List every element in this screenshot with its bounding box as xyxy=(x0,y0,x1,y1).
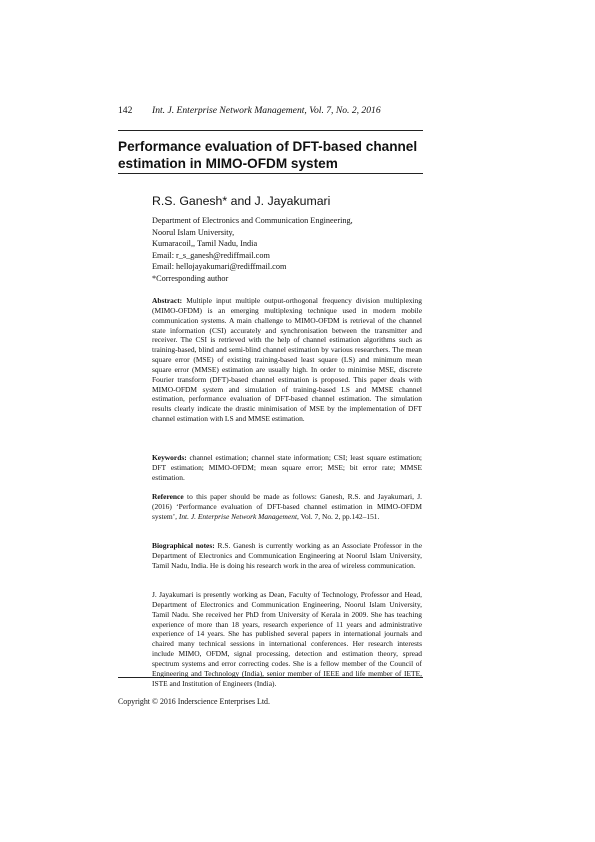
reference-journal: Int. J. Enterprise Network Management xyxy=(178,511,298,521)
reference-note xyxy=(152,492,422,522)
bio-ganesh: R.S. Ganesh is currently working as an Associate Professor in the Department of Electronics and Communication Engineering at Noorul Islam University, Tamil Nadu, India. He is doing his research work in the area of wireless communication. xyxy=(152,541,423,570)
bio-jayakumari: J. Jayakumari is presently working as Dean, Faculty of Technology, Professor and Head, Department of Electronics and Communication Engineering, Noorul Islam University, Tamil Nadu. She received her PhD from University of Kerala in 2009. She has teaching experience of more than 18 years, research experience of 11 years and administrative experience of 14 years. She has published several papers in international journals and chaired many technical sessions in international conferences. Her research interests include MIMO, OFDM, signal processing, detection and estimation theory, spread spectrum systems and error correcting codes. She is a fellow member of the Council of Engineering and Technology (India), senior member of IEEE and life member of IETE, ISTE and Institution of Engineers (India). xyxy=(152,590,422,688)
reference-label: Reference xyxy=(152,492,184,501)
affiliation-university: Noorul Islam University, xyxy=(152,227,235,237)
running-header xyxy=(118,104,478,117)
bio-label: Biographical notes: xyxy=(152,541,215,550)
abstract-text: Multiple input multiple output-orthogonal frequency division multiplexing (MIMO-OFDM) is an emerging multiplexing technique used in modern mobile communication systems. A main challenge to MIMO-OFDM is retrieval of the channel state information (CSI) accurately and synchronisation between the transmitter and receiver. The CSI is retrieved with the help of channel estimation algorithms such as training-based, blind and semi-blind channel estimation by various researchers. The mean square error (MSE) of existing training-based least square (LS) and minimum mean square error (MMSE) estimation are usually high. In order to minimise MSE, discrete Fourier transform (DFT)-based channel estimation is proposed. This paper deals with MIMO-OFDM system and simulation of training-based LS and MMSE channel estimation, performance evaluation of DFT-based channel estimation. The simulation results clearly indicate the drastic minimisation of MSE by the implementation of DFT channel estimation with LS and MMSE estimation. xyxy=(152,296,422,424)
journal-citation: Int. J. Enterprise Network Management, Vol. 7, No. 2, 2016 xyxy=(152,105,381,116)
author-list: R.S. Ganesh* and J. Jayakumari xyxy=(152,194,331,208)
keywords xyxy=(152,453,422,483)
affiliation-email-2: Email: hellojayakumari@rediffmail.com xyxy=(152,262,287,272)
reference-text: to this paper should be made as follows: Ganesh, R.S. and Jayakumari, J. (2016) ‘Performance evaluation of DFT-based channel estimation in MIMO-OFDM system’, xyxy=(152,492,423,521)
keywords-text: channel estimation; channel state information; CSI; least square estimation; DFT estimation; MIMO-OFDM; mean square error; MSE; bit error rate; MMSE estimation. xyxy=(152,453,422,482)
abstract xyxy=(152,296,422,424)
title-rule xyxy=(118,173,423,174)
affiliation-location: Kumaracoil,, Tamil Nadu, India xyxy=(152,239,258,249)
keywords-label: Keywords: xyxy=(152,453,187,462)
affiliation-email-1: Email: r_s_ganesh@rediffmail.com xyxy=(152,250,270,260)
copyright-footer: Copyright © 2016 Inderscience Enterprises Ltd. xyxy=(118,697,270,706)
reference-volume: , Vol. 7, No. 2, pp.142–151. xyxy=(297,511,380,521)
affiliation-department: Department of Electronics and Communication Engineering, xyxy=(152,216,353,225)
top-rule xyxy=(118,130,423,131)
biographical-notes xyxy=(152,541,422,571)
paper-title: Performance evaluation of DFT-based channel estimation in MIMO-OFDM system xyxy=(118,139,418,171)
affiliation-block xyxy=(152,215,422,285)
page-number: 142 xyxy=(118,105,133,116)
corresponding-author-note: *Corresponding author xyxy=(152,273,229,283)
bottom-rule xyxy=(118,677,423,678)
abstract-label: Abstract: xyxy=(152,296,183,305)
